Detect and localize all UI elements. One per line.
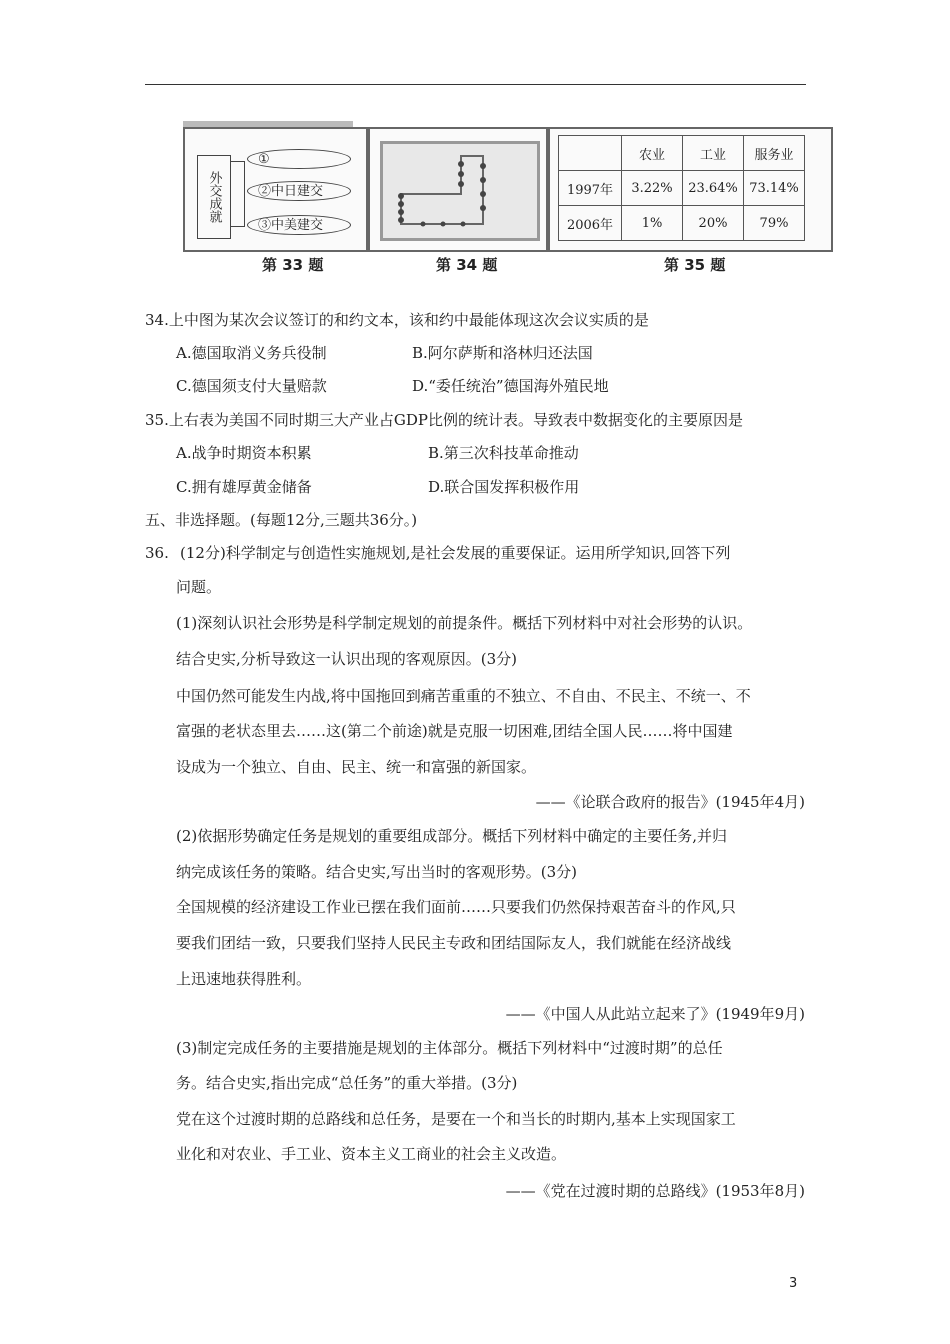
q35-option-a: A.战争时期资本积累 <box>176 444 312 462</box>
table-cell: 工业 <box>683 136 744 171</box>
table-cell: 73.14% <box>744 171 805 206</box>
figure-34-panel <box>368 127 548 252</box>
table-cell: 服务业 <box>744 136 805 171</box>
bracket-connector <box>231 161 245 227</box>
oval-2: ②中日建交 <box>247 181 351 201</box>
table-cell: 23.64% <box>683 171 744 206</box>
figure-strip <box>183 127 833 252</box>
table-cell: 20% <box>683 206 744 241</box>
material-3-line: 党在这个过渡时期的总路线和总任务，是要在一个和当长的时期内,基本上实现国家工 <box>176 1110 736 1128</box>
table-cell: 1997年 <box>559 171 622 206</box>
table-cell: 3.22% <box>622 171 683 206</box>
q35-stem: 35.上右表为美国不同时期三大产业占GDP比例的统计表。导致表中数据变化的主要原因是 <box>145 411 743 429</box>
q36-part2-prompt: (2)依据形势确定任务是规划的重要组成部分。概括下列材料中确定的主要任务,并归 <box>176 827 728 845</box>
treaty-seals-image <box>383 144 537 238</box>
material-2-line: 全国规模的经济建设工作业已摆在我们面前……只要我们仍然保持艰苦奋斗的作风,只 <box>176 898 736 916</box>
q34-option-d: D.“委任统治”德国海外殖民地 <box>412 377 609 395</box>
treaty-document-image <box>380 141 540 241</box>
figure-35-panel <box>548 127 833 252</box>
material-1-line: 富强的老状态里去……这(第二个前途)就是克服一切困难,团结全国人民……将中国建 <box>176 722 733 740</box>
table-cell: 农业 <box>622 136 683 171</box>
table-cell: 2006年 <box>559 206 622 241</box>
q34-option-c: C.德国须支付大量赔款 <box>176 377 327 395</box>
oval-1: ① <box>247 149 351 169</box>
table-row <box>559 206 805 241</box>
q35-option-d: D.联合国发挥积极作用 <box>428 478 580 496</box>
table-header-row <box>559 136 805 171</box>
q36-part3-prompt: (3)制定完成任务的主要措施是规划的主体部分。概括下列材料中“过渡时期”的总任 <box>176 1039 723 1057</box>
q36-part1-prompt: (1)深刻认识社会形势是科学制定规划的前提条件。概括下列材料中对社会形势的认识。 <box>176 614 753 632</box>
header-rule <box>145 84 806 85</box>
q34-option-b: B.阿尔萨斯和洛林归还法国 <box>412 344 593 362</box>
material-1-line: 中国仍然可能发生内战,将中国拖回到痛苦重重的不独立、不自由、不民主、不统一、不 <box>176 687 751 705</box>
material-1-line: 设成为一个独立、自由、民主、统一和富强的新国家。 <box>176 758 537 776</box>
oval-3: ③中美建交 <box>247 215 351 235</box>
q36-stem: (12分)科学制定与创造性实施规划,是社会发展的重要保证。运用所学知识,回答下列 <box>180 544 731 562</box>
q34-stem: 34.上中图为某次会议签订的和约文本，该和约中最能体现这次会议实质的是 <box>145 311 649 329</box>
table-cell <box>559 136 622 171</box>
q34-option-a: A.德国取消义务兵役制 <box>176 344 327 362</box>
q36-stem-cont: 问题。 <box>176 578 222 596</box>
industry-share-table <box>558 135 805 241</box>
figure-33-panel <box>183 127 368 252</box>
table-row <box>559 171 805 206</box>
q36-number: 36. <box>145 544 169 562</box>
q36-part3-prompt-cont: 务。结合史实,指出完成“总任务”的重大举措。(3分) <box>176 1074 518 1092</box>
page-number: 3 <box>789 1276 798 1291</box>
caption-35: 第 35 题 <box>664 256 726 274</box>
table-cell: 1% <box>622 206 683 241</box>
material-2-line: 上迅速地获得胜利。 <box>176 970 312 988</box>
q35-option-b: B.第三次科技革命推动 <box>428 444 579 462</box>
material-2-line: 要我们团结一致，只要我们坚持人民民主专政和团结国际友人，我们就能在经济战线 <box>176 934 732 952</box>
material-3-line: 业化和对农业、手工业、资本主义工商业的社会主义改造。 <box>176 1145 567 1163</box>
q36-part1-prompt-cont: 结合史实,分析导致这一认识出现的客观原因。(3分) <box>176 650 518 668</box>
q35-option-c: C.拥有雄厚黄金储备 <box>176 478 312 496</box>
q36-part2-prompt-cont: 纳完成该任务的策略。结合史实,写出当时的客观形势。(3分) <box>176 863 578 881</box>
diplomacy-label: 外交成就 <box>197 155 231 239</box>
material-1-source: ——《论联合政府的报告》(1945年4月) <box>535 793 805 811</box>
material-2-source: ——《中国人从此站立起来了》(1949年9月) <box>505 1005 805 1023</box>
section-heading: 五、非选择题。(每题12分,三题共36分。) <box>145 511 418 529</box>
caption-34: 第 34 题 <box>436 256 498 274</box>
material-3-source: ——《党在过渡时期的总路线》(1953年8月) <box>505 1182 805 1200</box>
table-cell: 79% <box>744 206 805 241</box>
caption-33: 第 33 题 <box>262 256 324 274</box>
